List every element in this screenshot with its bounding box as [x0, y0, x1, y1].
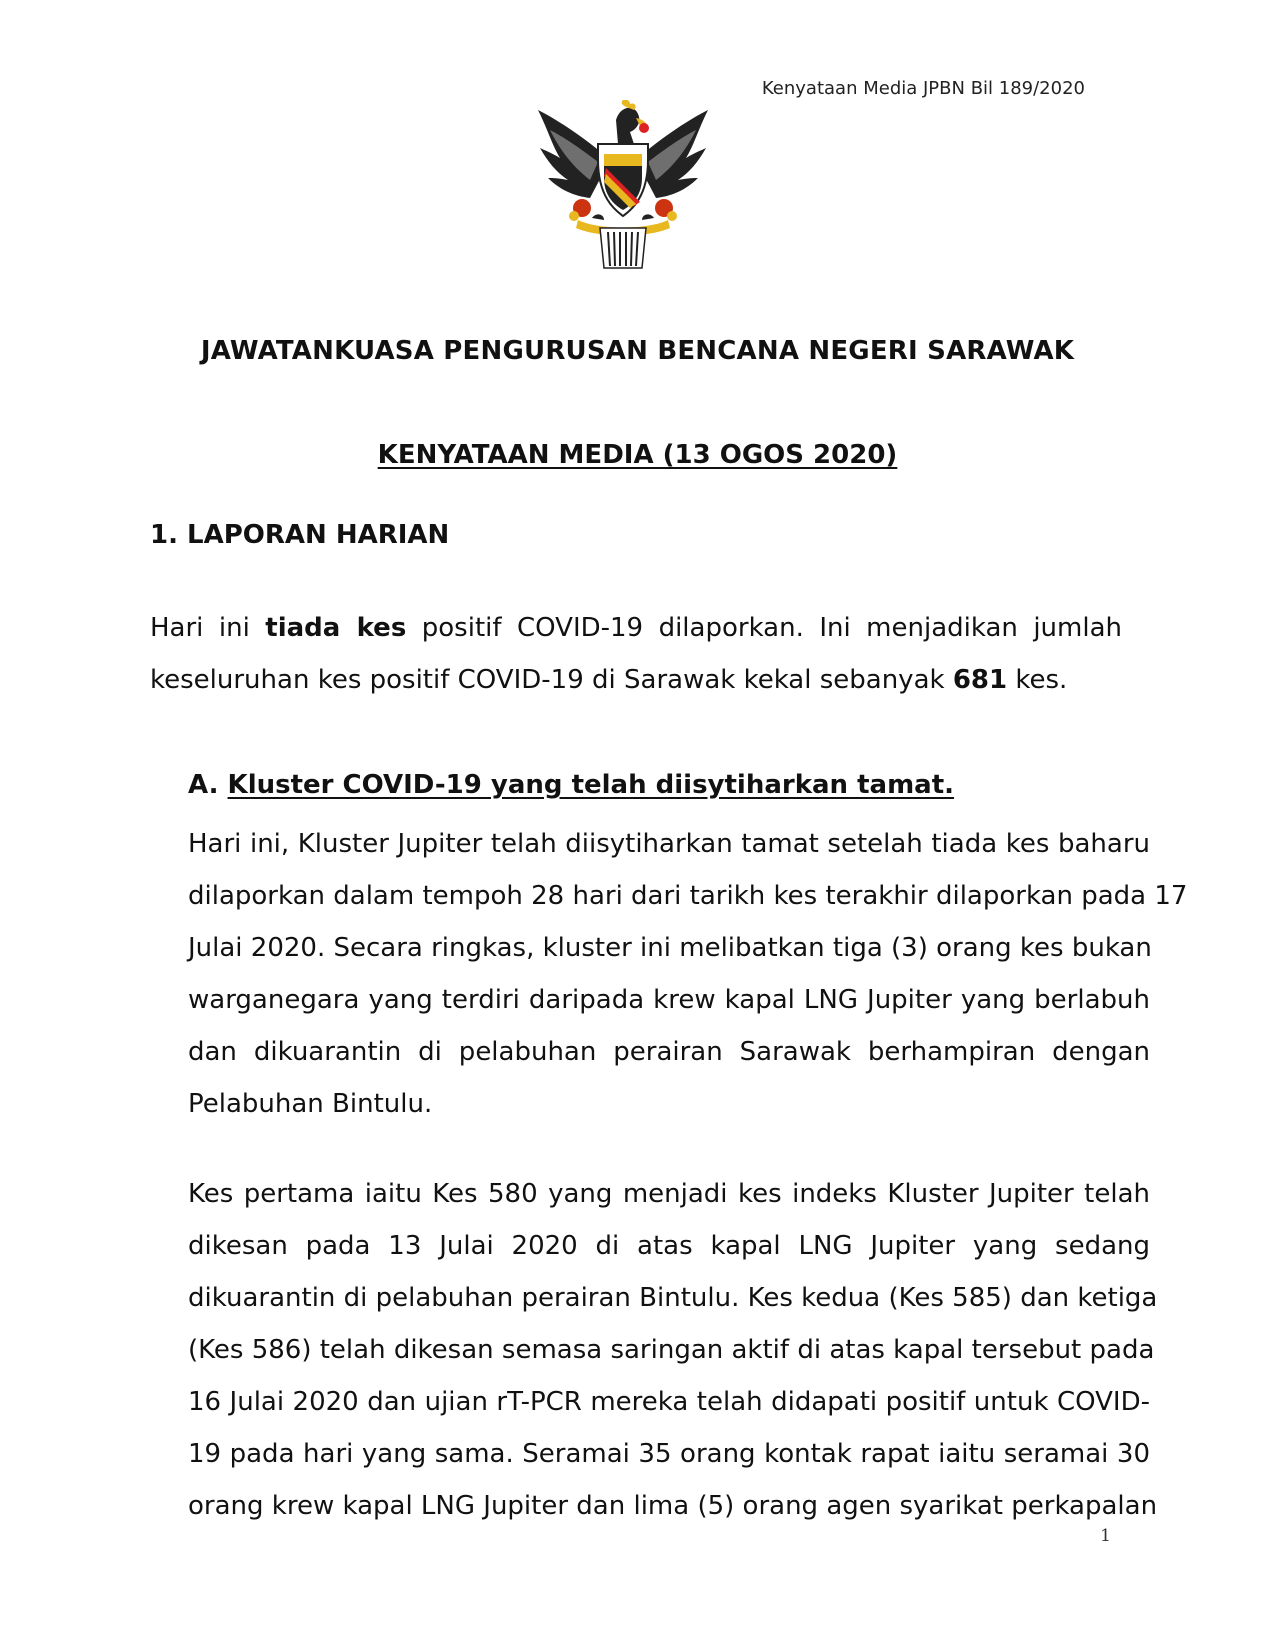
paragraph-line: dikuarantin di pelabuhan perairan Bintulu. Kes kedua (Kes 585) dan ketiga — [188, 1283, 1158, 1313]
paragraph-line: Julai 2020. Secara ringkas, kluster ini melibatkan tiga (3) orang kes bukan — [188, 933, 1152, 963]
subsection-prefix: A. — [188, 770, 228, 800]
page-number: 1 — [1100, 1526, 1111, 1546]
intro-line — [150, 654, 1122, 706]
paragraph-line: dan dikuarantin di pelabuhan perairan Sarawak berhampiran dengan — [188, 1037, 1150, 1067]
paragraph-line: dikesan pada 13 Julai 2020 di atas kapal LNG Jupiter yang sedang — [188, 1231, 1150, 1261]
statement-title — [0, 440, 1275, 470]
paragraph-kluster-jupiter — [188, 818, 1188, 1130]
paragraph-line: orang krew kapal LNG Jupiter dan lima (5) orang agen syarikat perkapalan — [188, 1491, 1158, 1521]
subsection-title: Kluster COVID-19 yang telah diisytiharkan tamat. — [227, 770, 955, 800]
intro-text: keseluruhan kes positif COVID-19 di Sarawak kekal sebanyak — [150, 665, 953, 695]
paragraph-line: dilaporkan dalam tempoh 28 hari dari tarikh kes terakhir dilaporkan pada 17 — [188, 881, 1188, 911]
organisation-title: JAWATANKUASA PENGURUSAN BENCANA NEGERI SARAWAK — [200, 336, 1075, 366]
statement-title-text: KENYATAAN MEDIA (13 OGOS 2020) — [377, 440, 898, 470]
paragraph-line: (Kes 586) telah dikesan semasa saringan aktif di atas kapal tersebut pada — [188, 1335, 1155, 1365]
section-heading-laporan-harian: 1. LAPORAN HARIAN — [150, 520, 450, 550]
intro-emphasis: tiada kes — [265, 613, 407, 643]
paragraph-line: Kes pertama iaitu Kes 580 yang menjadi kes indeks Kluster Jupiter telah — [188, 1179, 1150, 1209]
intro-line — [150, 602, 1122, 654]
intro-paragraph — [150, 602, 1122, 706]
intro-text: Hari ini — [150, 613, 266, 643]
paragraph-line: 16 Julai 2020 dan ujian rT-PCR mereka telah didapati positif untuk COVID- — [188, 1387, 1150, 1417]
sarawak-coat-of-arms-emblem — [538, 100, 708, 272]
subsection-heading — [188, 770, 954, 800]
paragraph-line: Hari ini, Kluster Jupiter telah diisytiharkan tamat setelah tiada kes baharu — [188, 829, 1150, 859]
total-cases-value: 681 — [952, 665, 1008, 695]
paragraph-case-details — [188, 1168, 1158, 1532]
intro-text: positif COVID-19 dilaporkan. Ini menjadikan jumlah — [406, 613, 1123, 643]
paragraph-line: 19 pada hari yang sama. Seramai 35 orang kontak rapat iaitu seramai 30 — [188, 1439, 1150, 1469]
intro-text: kes. — [1007, 665, 1068, 695]
page-reference: Kenyataan Media JPBN Bil 189/2020 — [761, 78, 1085, 99]
paragraph-line: warganegara yang terdiri daripada krew kapal LNG Jupiter yang berlabuh — [188, 985, 1150, 1015]
paragraph-line: Pelabuhan Bintulu. — [188, 1089, 433, 1119]
